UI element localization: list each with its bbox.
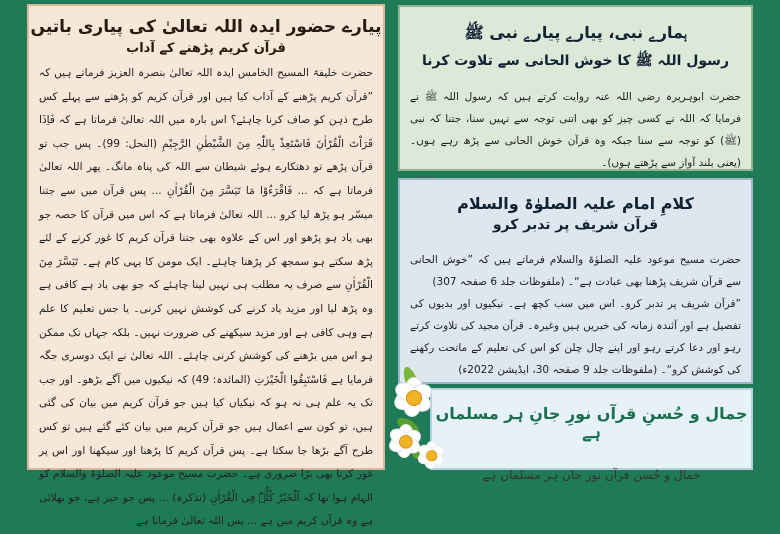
hadith-panel <box>398 5 753 171</box>
daisy-flower-icon <box>416 440 445 469</box>
imam-subtitle: قرآن شریف پر تدبر کرو <box>492 217 659 233</box>
imam-paragraph-1: حضرت مسیح موعود علیہ الصلوٰۃ والسلام فرماتے ہیں کہ ”خوش الحانی سے قرآن شریف پڑھنا بھی عبادت ہے“۔ (ملفوظات جلد 6 صفحہ 307) <box>410 254 741 288</box>
hadith-subtitle: رسول اللہ ﷺ کا خوش الحانی سے تلاوت کرنا <box>421 53 730 69</box>
imam-words-panel <box>398 178 753 384</box>
hadith-title: ہمارے نبی، پیارے پیارے نبی ﷺ <box>464 23 687 42</box>
left-paragraph: حضرت خلیفۃ المسیح الخامس ایدہ اللہ تعالیٰ بنصرہ العزیز فرماتے ہیں کہ ”قرآن کریم پڑھنے کے آداب کیا ہیں اور قرآن کریم کو پڑھنے سے پہلے کس طرح ذہن کو صاف کرنا چاہئے؟ اس بارہ میں اللہ تعالیٰ فرماتا ہے کہ فَاِذَا قَرَاْتَ الْقُرْاٰنَ فَاسْتَعِذْ بِاللّٰہِ مِنَ الشَّیْطٰنِ الرَّجِیْمِ (النحل: 99)۔ پس جب تو قرآن پڑھے تو دھتکارے ہوئے شیطان سے اللہ کی پناہ مانگ۔ پھر اللہ تعالیٰ فرماتا ہے کہ ... فَاقْرَءُوْا مَا تَیَسَّرَ مِنَ الْقُرْاٰنِ ... پس قرآن میں سے جتنا میسّر ہو پڑھ لیا کرو ... اللہ تعالیٰ فرماتا ہے کہ اس میں قرآن کا حصہ جو بھی یاد ہو پڑھو اور اس کے علاوہ بھی جتنا قرآن کریم کا غور کرنے کے لئے پڑھ سکتے ہو سمجھ کر پڑھنا چاہئے۔ ایک مومن کا یہی کام ہے۔ تَیَسَّرَ مِنَ الْقُرْاٰنِ سے صرف یہ مطلب ہی نہیں لینا چاہئے کہ جو بھی یاد ہے کافی ہے وہ پڑھ لیا اور مزید یاد کرنے کی کوشش نہیں کرنی۔ یا جس تعلیم کا علم ہے وہی کافی ہے اور مزید سیکھنے کی ضرورت نہیں۔ بلکہ جہاں تک ممکن ہو اس میں بڑھنے کی کوشش کرنی چاہئے۔ اللہ تعالیٰ نے ایک دوسری جگہ فرمایا ہے فَاسْتَبِقُوا الْخَیْرٰتِ (المائدہ: 49) کہ نیکیوں میں آگے بڑھو۔ اور جب تک یہ علم ہی نہ ہو کہ نیکیاں کیا ہیں جو قرآن کریم میں بیان کی گئی ہیں، تو کون سے اعمال ہیں جو قرآن کریم میں بیان کئے گئے ہیں تو کس طرح آگے بڑھا جا سکتا ہے۔ پس قرآن کریم کا پڑھنا اور سیکھنا اور اس پر غور کرنا بھی بڑا ضروری ہے۔ حضرت مسیح موعود علیہ الصلوٰۃ والسلام کو الہام ہوا تھا کہ اَلْخَیْرُ کُلُّہٗ فِی الْقُرْاٰنِ (تذکرہ) ... پس جو خیر ہے، جو بھلائی ہے وہ قرآن کریم میں ہے ... پس اللہ تعالیٰ فرماتا ہے <box>39 67 374 528</box>
left-article-panel <box>27 4 385 528</box>
poem-title: جمال و حُسنِ قرآں نورِ جانِ ہر مسلماں ہے <box>435 404 748 442</box>
poem-line: جمال و حُسن قرآں نور جان ہر مسلماں ہے <box>482 468 701 482</box>
hadith-paragraph: حضرت ابوہریرہ رضی اللہ عنہ روایت کرتے ہیں کہ رسول اللہ ﷺ نے فرمایا کہ اللہ نے کسی چیز کو بھی اتنی توجہ سے نہیں سنا، جتنا کہ نبی (ﷺ) کو توجہ سے سنا جبکہ وہ قرآن خوش الحانی سے پڑھ رہے ہوں۔ (یعنی بلند آواز سے پڑھتے ہوں)۔ <box>410 91 741 169</box>
imam-paragraph-2: ”قرآن شریف پر تدبر کرو۔ اس میں سب کچھ ہے۔ نیکیوں اور بدیوں کی تفصیل ہے اور آئندہ زمانہ کی خبریں ہیں وغیرہ۔ قرآن مجید کی تلاوت کرتے رہو اور دعا کرتے رہو اور اپنے چال چلن کو اس کی تعلیم کے ماتحت رکھنے کی کوشش کرو“۔ (ملفوظات جلد 9 صفحہ 30، ایڈیشن 2022ء) <box>410 298 741 376</box>
left-title: پیارے حضور ایدہ اللہ تعالیٰ کی پیاری باتیں <box>30 17 382 37</box>
daisy-flower-icon <box>392 376 434 418</box>
imam-title: کلامِ امام علیہ الصلوٰۃ والسلام <box>457 194 694 213</box>
left-subtitle: قرآن کریم پڑھنے کے آداب <box>126 41 286 56</box>
poem-panel <box>430 388 753 482</box>
